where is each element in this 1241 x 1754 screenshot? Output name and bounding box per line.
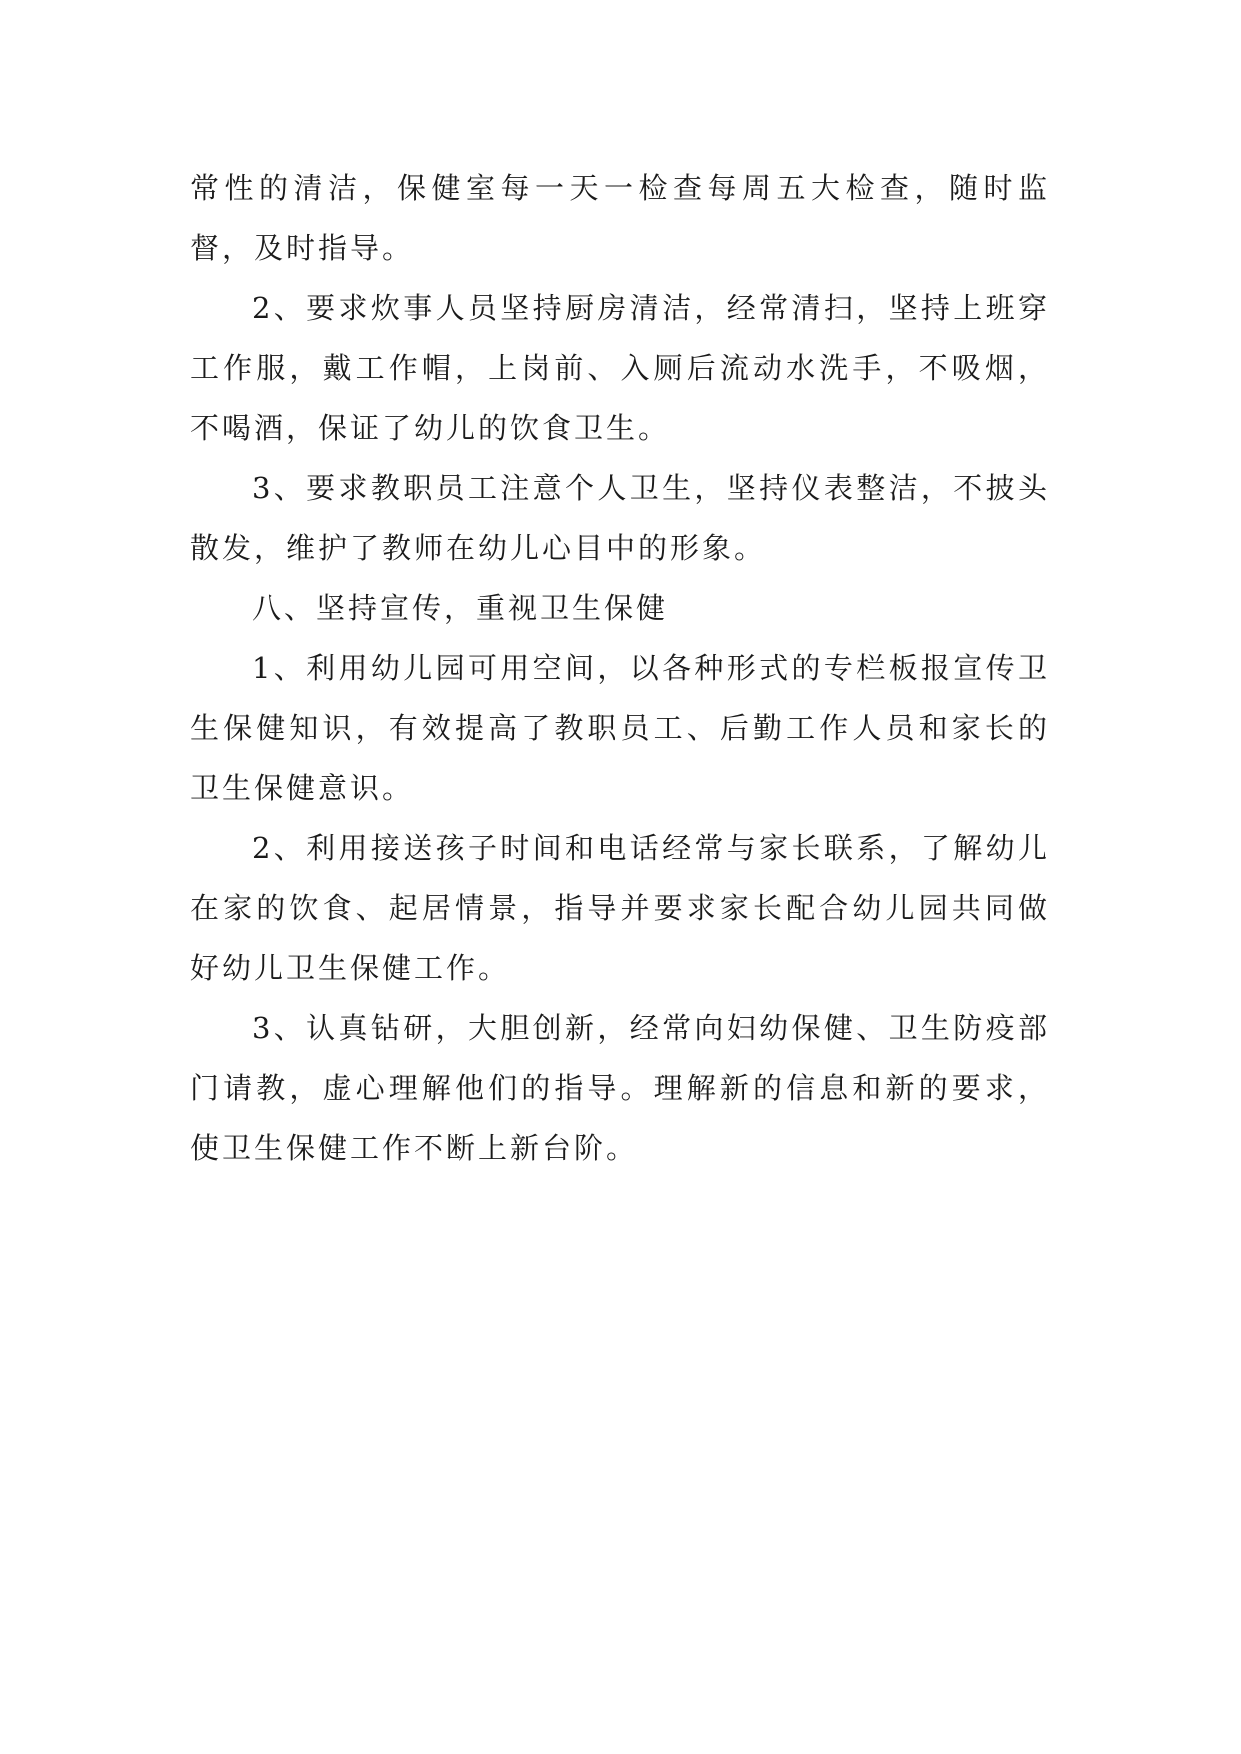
paragraph-parent-contact: 2、利用接送孩子时间和电话经常与家长联系，了解幼儿在家的饮食、起居情景，指导并要求家长配合幼儿园共同做好幼儿卫生保健工作。: [190, 831, 1050, 985]
paragraph-continuation: 常性的清洁，保健室每一天一检查每周五大检查，随时监督，及时指导。: [190, 171, 1050, 265]
paragraph-staff-hygiene: 3、要求教职员工注意个人卫生，坚持仪表整洁，不披头散发，维护了教师在幼儿心目中的形象。: [190, 471, 1050, 565]
section-heading-publicity: 八、坚持宣传，重视卫生保健: [252, 591, 669, 625]
paragraph-kitchen-hygiene: 2、要求炊事人员坚持厨房清洁，经常清扫，坚持上班穿工作服，戴工作帽，上岗前、入厕后流动水洗手，不吸烟，不喝酒，保证了幼儿的饮食卫生。: [190, 291, 1050, 445]
paragraph-bulletin-boards: 1、利用幼儿园可用空间，以各种形式的专栏板报宣传卫生保健知识，有效提高了教职员工、后勤工作人员和家长的卫生保健意识。: [190, 651, 1050, 805]
paragraph-innovation: 3、认真钻研，大胆创新，经常向妇幼保健、卫生防疫部门请教，虚心理解他们的指导。理解新的信息和新的要求，使卫生保健工作不断上新台阶。: [190, 1011, 1050, 1165]
document-body: [190, 158, 1050, 1178]
